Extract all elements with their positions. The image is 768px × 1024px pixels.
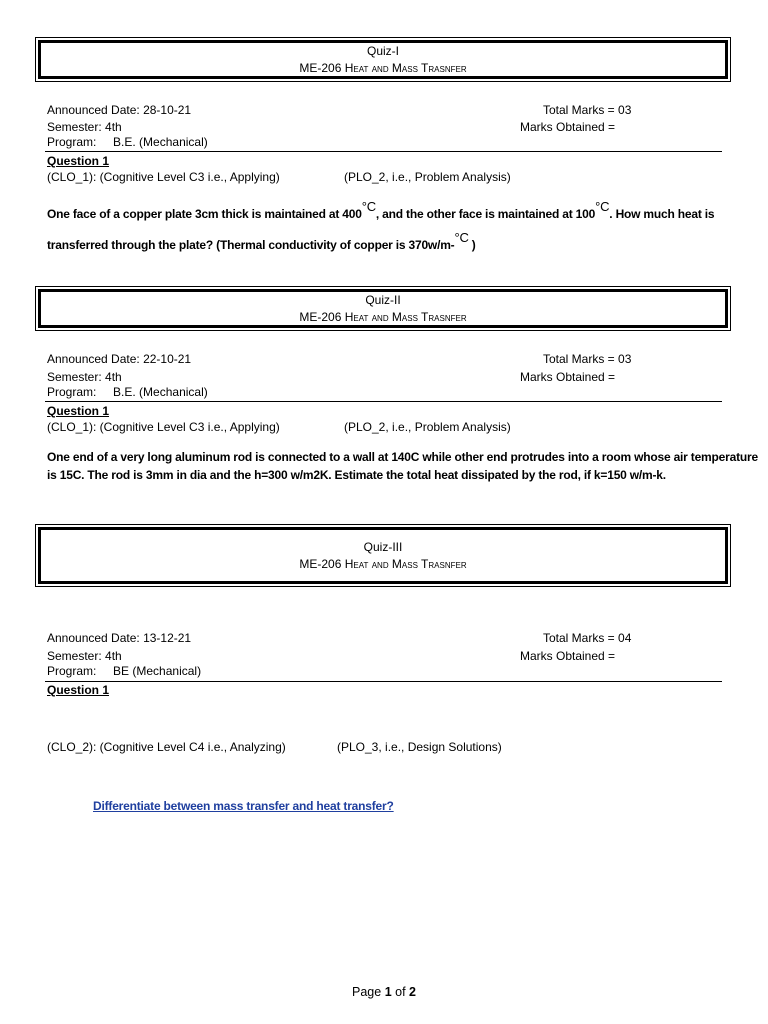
quiz2-program <box>47 385 208 400</box>
quiz1-program-value: B.E. (Mechanical) <box>113 135 208 149</box>
quiz1-plo: (PLO_2, i.e., Problem Analysis) <box>344 170 511 184</box>
quiz1-question-heading: Question 1 <box>47 154 110 168</box>
quiz3-marks-obtained: Marks Obtained = <box>520 649 616 663</box>
quiz1-q-part3: . How much heat is <box>609 207 715 221</box>
quiz2-program-value: B.E. (Mechanical) <box>113 385 208 399</box>
quiz1-header-box <box>35 37 731 82</box>
quiz2-divider <box>45 401 722 402</box>
quiz1-semester: Semester: 4th <box>47 120 122 134</box>
quiz3-announced-date: Announced Date: 13-12-21 <box>47 631 192 645</box>
quiz1-question-line1 <box>47 199 727 222</box>
quiz3-program-value: BE (Mechanical) <box>113 664 202 678</box>
quiz1-divider <box>45 151 722 152</box>
quiz1-clo: (CLO_1): (Cognitive Level C3 i.e., Applying) <box>47 170 280 184</box>
quiz3-course-title: ME-206 Heat and Mass Trasnfer <box>299 556 467 571</box>
degree-celsius-symbol: °C <box>454 230 469 245</box>
footer-page-current: 1 <box>384 985 392 999</box>
quiz1-q-part4: transferred through the plate? (Thermal conductivity of copper is 370w/m- <box>47 238 455 252</box>
quiz1-marks-obtained: Marks Obtained = <box>520 120 616 134</box>
quiz3-program <box>47 664 201 679</box>
quiz2-title: Quiz-II <box>365 292 401 307</box>
footer-page-total: 2 <box>409 985 416 999</box>
quiz2-header-box <box>35 286 731 331</box>
quiz2-clo: (CLO_1): (Cognitive Level C3 i.e., Applying) <box>47 420 280 434</box>
quiz2-plo: (PLO_2, i.e., Problem Analysis) <box>344 420 511 434</box>
quiz2-question-line1: One end of a very long aluminum rod is connected to a wall at 140C while other end protrudes into a room whose air temperature <box>47 450 758 464</box>
quiz1-total-marks: Total Marks = 03 <box>543 103 632 117</box>
quiz1-course-title: ME-206 Heat and Mass Trasnfer <box>299 60 467 75</box>
quiz1-q-part2: , and the other face is maintained at 100 <box>375 207 596 221</box>
quiz3-program-label: Program: <box>47 664 97 678</box>
quiz2-announced-date: Announced Date: 22-10-21 <box>47 352 192 366</box>
quiz3-question-heading: Question 1 <box>47 683 110 697</box>
degree-celsius-symbol: °C <box>361 199 376 214</box>
quiz2-question-heading: Question 1 <box>47 404 110 418</box>
quiz3-clo: (CLO_2): (Cognitive Level C4 i.e., Analyzing) <box>47 740 286 754</box>
degree-celsius-symbol: °C <box>595 199 610 214</box>
footer-page-word: Page <box>352 985 385 999</box>
quiz3-total-marks: Total Marks = 04 <box>543 631 632 645</box>
quiz1-question-line2 <box>47 230 727 253</box>
quiz3-question-text[interactable]: Differentiate between mass transfer and heat transfer? <box>93 799 394 813</box>
quiz3-divider <box>45 681 722 682</box>
quiz1-header-inner <box>38 40 728 79</box>
quiz3-header-inner <box>38 527 728 584</box>
quiz2-question-line2: is 15C. The rod is 3mm in dia and the h=300 w/m2K. Estimate the total heat dissipated by the rod, if k=150 w/m-k. <box>47 468 666 482</box>
quiz1-q-part5: ) <box>468 238 476 252</box>
quiz1-q-part1: One face of a copper plate 3cm thick is maintained at 400 <box>47 207 362 221</box>
footer-of-word: of <box>391 985 410 999</box>
quiz2-semester: Semester: 4th <box>47 370 122 384</box>
quiz3-header-box <box>35 524 731 587</box>
quiz2-marks-obtained: Marks Obtained = <box>520 370 616 384</box>
quiz3-title: Quiz-III <box>363 539 403 554</box>
quiz3-plo: (PLO_3, i.e., Design Solutions) <box>337 740 502 754</box>
quiz2-header-inner <box>38 289 728 328</box>
quiz1-title: Quiz-I <box>366 43 399 58</box>
quiz2-total-marks: Total Marks = 03 <box>543 352 632 366</box>
quiz1-program-label: Program: <box>47 135 97 149</box>
quiz1-program <box>47 135 208 150</box>
quiz3-semester: Semester: 4th <box>47 649 122 663</box>
quiz1-announced-date: Announced Date: 28-10-21 <box>47 103 192 117</box>
quiz2-program-label: Program: <box>47 385 97 399</box>
quiz2-course-title: ME-206 Heat and Mass Trasnfer <box>299 309 467 324</box>
page-footer <box>0 985 768 999</box>
